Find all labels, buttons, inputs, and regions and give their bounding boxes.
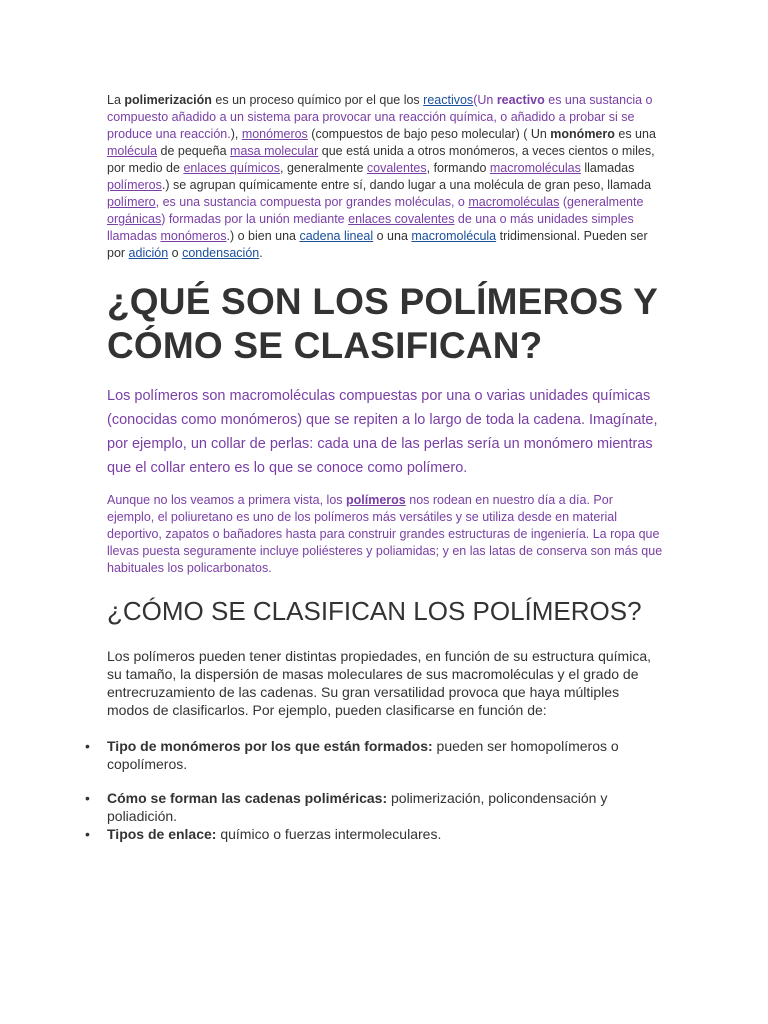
- intro-text: o: [168, 246, 183, 260]
- main-title: ¿QUÉ SON LOS POLÍMEROS Y CÓMO SE CLASIFICAN?: [107, 281, 658, 366]
- intro-text: .: [259, 246, 263, 260]
- classification-paragraph: Los polímeros pueden tener distintas propiedades, en función de su estructura química, su tamaño, la dispersión de masas moleculares de sus macromoléculas y el grado de entrecruzamiento de las cadenas. Su gran versatilidad provoca que haya múltiples modos de clasificarlos. Por ejemplo, pueden clasificarse en función de:: [107, 648, 651, 718]
- link-polimeros[interactable]: polímeros: [107, 178, 162, 192]
- list-item-label: Cómo se forman las cadenas poliméricas:: [107, 790, 388, 806]
- link-covalentes[interactable]: covalentes: [366, 161, 427, 175]
- intro-text: de pequeña: [157, 144, 231, 158]
- link-polimero[interactable]: polímero: [107, 195, 156, 209]
- link-macromoleculas[interactable]: macromoléculas: [489, 161, 581, 175]
- link-polimeros-bold[interactable]: polímeros: [346, 493, 406, 507]
- list-item-label: Tipo de monómeros por los que están formados:: [107, 738, 433, 754]
- intro-text: tridimensional. Pueden ser por: [107, 229, 648, 260]
- paragraph-text: Aunque no los veamos a primera vista, los: [107, 493, 347, 507]
- link-monomeros[interactable]: monómeros: [241, 127, 308, 141]
- intro-text: o una: [373, 229, 412, 243]
- intro-text: es un proceso químico por el que los: [211, 93, 424, 107]
- list-item: [85, 825, 663, 843]
- list-item-text: químico o fuerzas intermoleculares.: [216, 826, 442, 842]
- list-item: [85, 789, 663, 825]
- classification-list: [85, 737, 663, 843]
- intro-term-reactivo: reactivo: [496, 93, 545, 107]
- link-enlaces-quimicos[interactable]: enlaces químicos: [183, 161, 281, 175]
- document-page: [85, 92, 663, 843]
- lead-paragraph: Los polímeros son macromoléculas compuestas por una o varias unidades químicas (conocidas como monómeros) que se repiten a lo largo de toda la cadena. Imagínate, por ejemplo, un collar de perlas: cada una de las perlas sería un monómero mientras que el collar entero es lo que se conoce como polímero.: [107, 388, 658, 476]
- bullet-icon: •: [85, 826, 90, 842]
- intro-term-monomero: monómero: [550, 127, 615, 141]
- intro-text: que está unida a otros monómeros, a veces cientos o miles, por medio de: [107, 144, 655, 175]
- intro-text: (compuestos de bajo peso molecular) ( Un: [307, 127, 551, 141]
- intro-text-purple: , es una sustancia compuesta por grandes moléculas, o: [155, 195, 469, 209]
- intro-text: es una sustancia o compuesto añadido a un sistema para provocar una reacción química, o añadido a probar si se produce una reacción.: [107, 93, 653, 141]
- everyday-polymers-paragraph: [107, 492, 663, 577]
- intro-text-purple: de una o más unidades simples llamadas: [107, 212, 634, 243]
- link-organicas[interactable]: orgánicas: [107, 212, 162, 226]
- intro-text: .) se agrupan químicamente entre sí, dando lugar a una molécula de gran peso, llamada: [161, 178, 652, 192]
- intro-text: , generalmente: [280, 161, 367, 175]
- link-molecula[interactable]: molécula: [107, 144, 158, 158]
- link-macromolecula[interactable]: macromolécula: [411, 229, 497, 243]
- bullet-icon: •: [85, 738, 90, 754]
- bullet-icon: •: [85, 790, 90, 806]
- list-item-label: Tipos de enlace:: [107, 826, 217, 842]
- list-item-text: polimerización, policondensación y poliadición.: [107, 790, 608, 824]
- link-macromoleculas-2[interactable]: macromoléculas: [468, 195, 560, 209]
- link-adicion[interactable]: adición: [128, 246, 169, 260]
- intro-text: .) o bien una: [226, 229, 300, 243]
- intro-paragraph: [107, 92, 663, 262]
- link-cadena-lineal[interactable]: cadena lineal: [299, 229, 374, 243]
- link-masa-molecular[interactable]: masa molecular: [230, 144, 319, 158]
- intro-text: ),: [230, 127, 242, 141]
- intro-text: (Un: [473, 93, 497, 107]
- link-condensacion[interactable]: condensación: [182, 246, 260, 260]
- list-item-text: pueden ser homopolímeros o copolímeros.: [107, 738, 619, 772]
- link-reactivos[interactable]: reactivos: [423, 93, 474, 107]
- intro-text: llamadas: [580, 161, 635, 175]
- intro-text-purple: (generalmente: [559, 195, 644, 209]
- intro-term-polimerizacion: polimerización: [124, 93, 212, 107]
- list-item: [85, 737, 663, 773]
- intro-text-purple: ) formadas por la unión mediante: [161, 212, 349, 226]
- link-monomeros-2[interactable]: monómeros: [160, 229, 227, 243]
- intro-text: es una: [614, 127, 656, 141]
- section-title: ¿CÓMO SE CLASIFICAN LOS POLÍMEROS?: [107, 596, 642, 626]
- paragraph-text: nos rodean en nuestro día a día. Por ejemplo, el poliuretano es uno de los polímeros más versátiles y se utiliza desde en material deportivo, zapatos o bañadores hasta para construir grandes estructuras de ingeniería. La ropa que llevas puesta seguramente incluye poliésteres y poliamidas; y en las latas de conserva son más que habituales los policarbonatos.: [107, 493, 663, 575]
- intro-text: La: [107, 93, 125, 107]
- link-enlaces-covalentes[interactable]: enlaces covalentes: [348, 212, 455, 226]
- intro-text: , formando: [426, 161, 490, 175]
